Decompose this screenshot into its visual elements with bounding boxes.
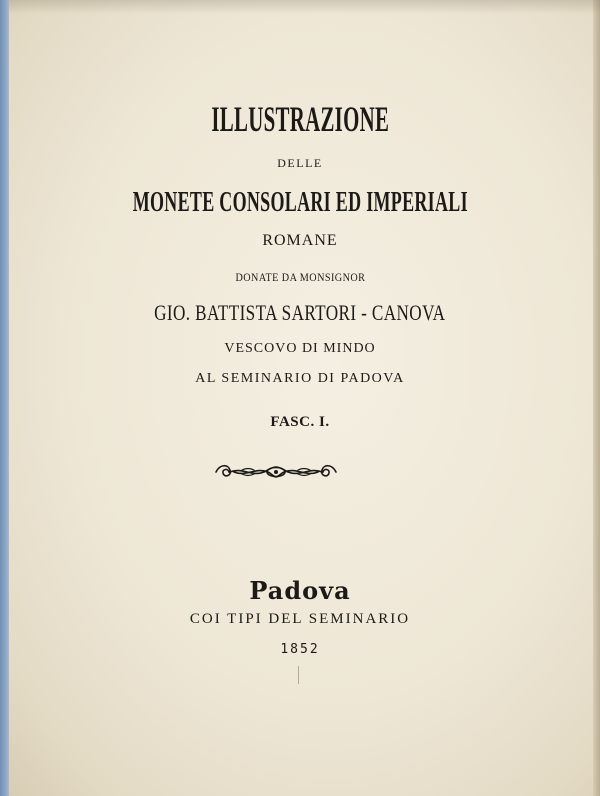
- fold-mark: [298, 666, 299, 684]
- fascicle-text: FASC. I.: [270, 414, 330, 430]
- title-line: [0, 98, 600, 140]
- qualifier-text: ROMANE: [262, 232, 338, 249]
- connector-line: [0, 154, 600, 172]
- subject-text: MONETE CONSOLARI ED IMPERIALI: [132, 186, 468, 218]
- year-line: [0, 640, 600, 658]
- ornament-icon: [212, 459, 340, 485]
- donation-line: [0, 268, 600, 286]
- printer-text: COI TIPI DEL SEMINARIO: [189, 611, 411, 627]
- donor-line: [0, 300, 600, 326]
- recipient-text: AL SEMINARIO DI PADOVA: [195, 371, 405, 386]
- printer-line: [0, 610, 600, 628]
- donation-text: DONATE DA MONSIGNOR: [235, 270, 365, 284]
- fascicle-line: [0, 413, 600, 431]
- donor-title: VESCOVO DI MINDO: [224, 341, 376, 356]
- city-text: Padova: [249, 576, 351, 605]
- city-line: [0, 576, 600, 605]
- connector-text: DELLE: [277, 156, 323, 170]
- subject-line: [0, 186, 600, 219]
- qualifier-line: [0, 232, 600, 250]
- page-shadow: [9, 0, 600, 14]
- title-text: ILLUSTRAZIONE: [211, 99, 389, 139]
- donor-name: GIO. BATTISTA SARTORI - CANOVA: [154, 300, 446, 325]
- donor-title-line: [0, 339, 600, 357]
- year-text: 1852: [280, 642, 320, 657]
- recipient-line: [0, 369, 600, 387]
